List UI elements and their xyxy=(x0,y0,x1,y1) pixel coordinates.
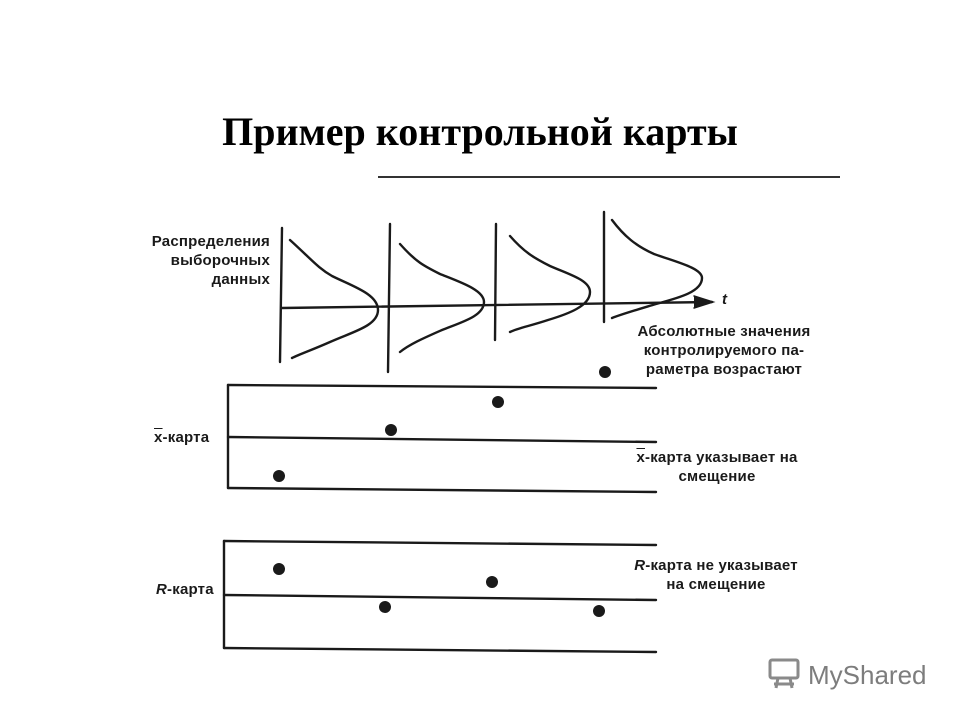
sample-divider-1 xyxy=(280,228,282,362)
xbar-point-4 xyxy=(599,366,611,378)
distribution-curve-3 xyxy=(510,236,590,332)
xbar-point-1 xyxy=(273,470,285,482)
sample-divider-3 xyxy=(495,224,496,340)
xbar-point-3 xyxy=(492,396,504,408)
time-axis-arrowhead xyxy=(694,296,713,308)
xbar-upper-control-limit xyxy=(228,385,656,388)
watermark-logo xyxy=(766,654,926,698)
increase-note: Абсолютные значения контролируемого па- раметра возрастают xyxy=(637,323,811,378)
r-chart-label: R-карта xyxy=(156,581,214,598)
xbar-point-2 xyxy=(385,424,397,436)
r-point-4 xyxy=(593,605,605,617)
presentation-board-icon xyxy=(766,654,804,692)
xbar-lower-control-limit xyxy=(228,488,656,492)
sample-divider-2 xyxy=(388,224,390,372)
watermark-text: MyShared xyxy=(808,660,927,690)
r-point-1 xyxy=(273,563,285,575)
r-point-3 xyxy=(486,576,498,588)
xbar-chart-note: $\overline{x}$-карта указывает на смещение xyxy=(636,449,798,485)
time-axis-label: t xyxy=(722,291,728,308)
r-upper-control-limit xyxy=(224,541,656,545)
slide-title: Пример контрольной карты xyxy=(222,109,738,154)
r-lower-control-limit xyxy=(224,648,656,652)
xbar-chart-label: $\overline{x}$-карта xyxy=(154,429,210,446)
r-center-line xyxy=(224,595,656,600)
distribution-curve-1 xyxy=(290,240,378,358)
distribution-label: Распределения выборочных данных xyxy=(151,233,270,288)
xbar-center-line xyxy=(228,437,656,442)
r-chart-note: R-карта не указывает на смещение xyxy=(634,557,798,593)
r-point-2 xyxy=(379,601,391,613)
distribution-curve-2 xyxy=(400,244,484,352)
